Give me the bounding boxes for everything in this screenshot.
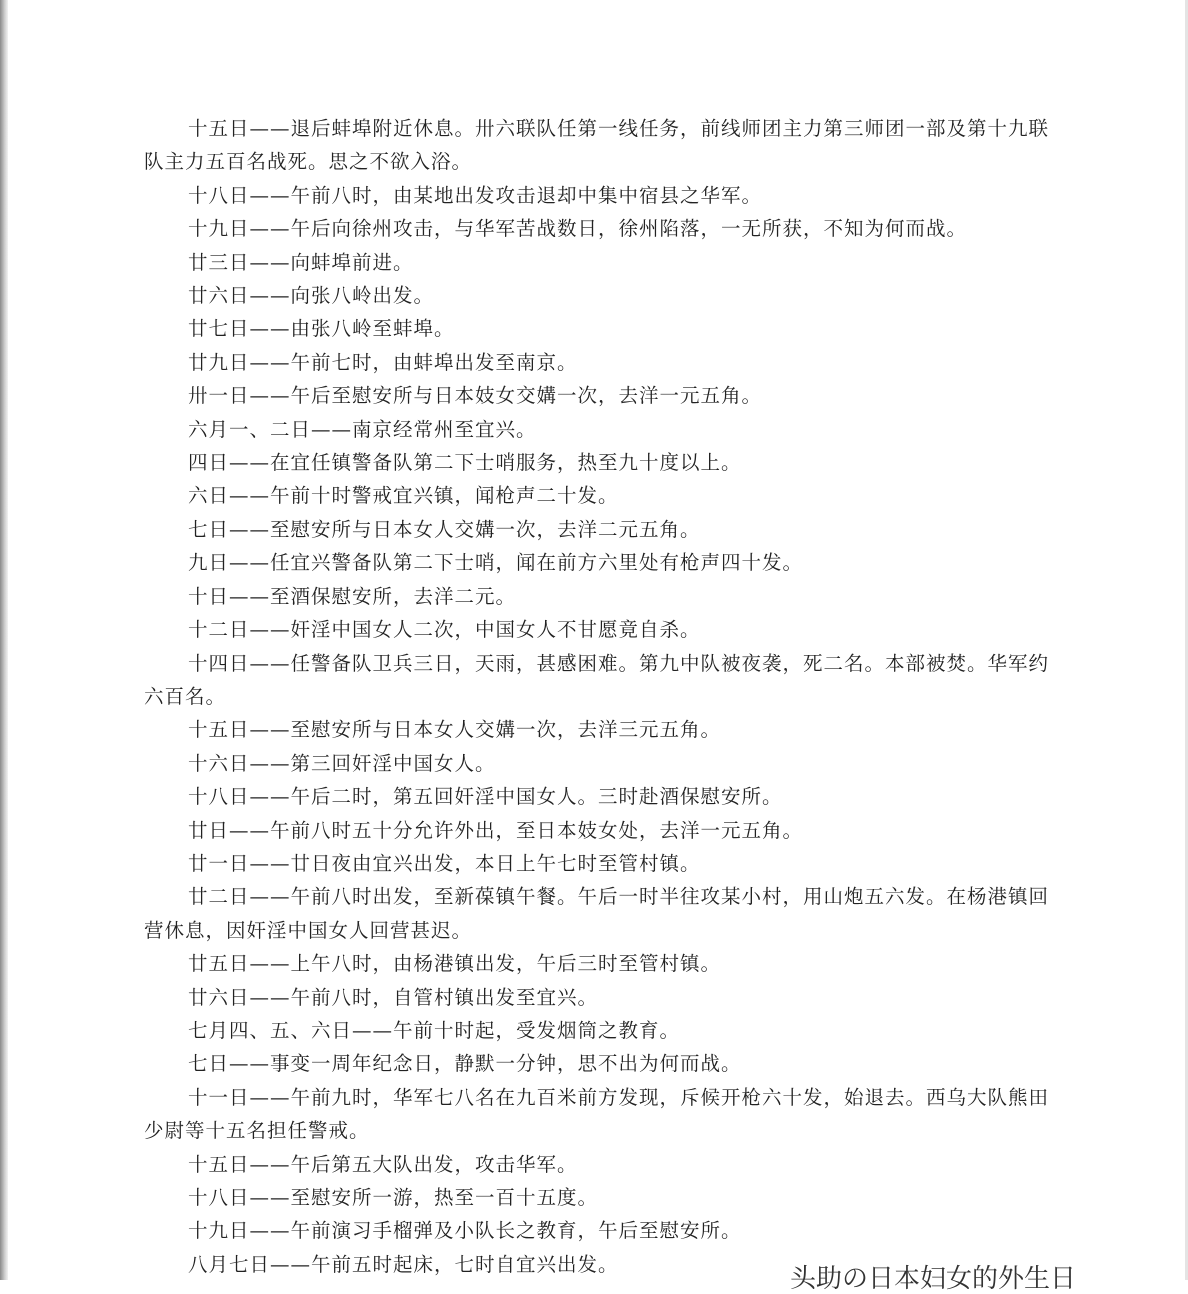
diary-entry: 七日——至慰安所与日本女人交媾一次，去洋二元五角。 [188,517,701,541]
diary-entry: 十日——至酒保慰安所，去洋二元。 [188,584,517,608]
cut-off-caption: 头助の日本妇女的外生日 [790,1264,1077,1294]
diary-entry: 四日——在宜任镇警备队第二下士哨服务，热至九十度以上。 [188,451,742,475]
diary-entry: 十六日——第三回奸淫中国女人。 [188,751,496,775]
diary-entry: 八月七日——午前五时起床，七时自宜兴出发。 [188,1252,619,1276]
diary-entry: 十二日——奸淫中国女人二次，中国女人不甘愿竟自杀。 [188,618,701,642]
diary-entry: 廿三日——向蚌埠前进。 [188,250,414,274]
diary-page [144,112,1064,1281]
diary-entry: 十九日——午后向徐州攻击，与华军苦战数日，徐州陷落，一无所获，不知为何而战。 [188,217,968,241]
diary-entry: 十五日——至慰安所与日本女人交媾一次，去洋三元五角。 [188,718,722,742]
page-edge-shadow [0,0,8,1280]
diary-entry: 十四日——任警备队卫兵三日，天雨，甚感困难。第九中队被夜袭，死二名。本部被焚。华军约六百名。 [144,651,1050,708]
diary-entry: 廿九日——午前七时，由蚌埠出发至南京。 [188,350,578,374]
diary-entry: 廿七日——由张八岭至蚌埠。 [188,317,455,341]
diary-entry: 廿五日——上午八时，由杨港镇出发，午后三时至管村镇。 [188,952,722,976]
diary-entry: 十九日——午前演习手榴弹及小队长之教育，午后至慰安所。 [188,1219,742,1243]
diary-entry: 七月四、五、六日——午前十时起，受发烟筒之教育。 [188,1018,681,1042]
diary-entry: 十八日——午后二时，第五回奸淫中国女人。三时赴酒保慰安所。 [188,785,783,809]
diary-entry: 七日——事变一周年纪念日，静默一分钟，思不出为何而战。 [188,1052,742,1076]
diary-entry: 九日——任宜兴警备队第二下士哨，闻在前方六里处有枪声四十发。 [188,551,804,575]
diary-entry: 六月一、二日——南京经常州至宜兴。 [188,417,537,441]
diary-entry: 十八日——至慰安所一游，热至一百十五度。 [188,1186,599,1209]
diary-entry: 十五日——午后第五大队出发，攻击华军。 [188,1152,578,1176]
diary-entry: 廿六日——午前八时，自管村镇出发至宜兴。 [188,985,599,1009]
diary-entry: 廿日——午前八时五十分允许外出，至日本妓女处，去洋一元五角。 [188,818,804,842]
diary-entry: 廿二日——午前八时出发，至新葆镇午餐。午后一时半往攻某小村，用山炮五六发。在杨港镇回营休息，因奸淫中国女人回营甚迟。 [144,885,1050,942]
diary-entry: 廿一日——廿日夜由宜兴出发，本日上午七时至管村镇。 [188,851,701,875]
diary-entry: 廿六日——向张八岭出发。 [188,284,435,308]
diary-entry: 十八日——午前八时，由某地出发攻击退却中集中宿县之华军。 [188,183,763,207]
diary-entry: 十五日——退后蚌埠附近休息。卅六联队任第一线任务，前线师团主力第三师团一部及第十九联队主力五百名战死。思之不欲入浴。 [144,117,1050,174]
diary-entry: 卅一日——午后至慰安所与日本妓女交媾一次，去洋一元五角。 [188,384,763,408]
diary-entry: 十一日——午前九时，华军七八名在九百米前方发现，斥候开枪六十发，始退去。西乌大队熊田少尉等十五名担任警戒。 [144,1085,1050,1143]
diary-entry: 六日——午前十时警戒宜兴镇，闻枪声二十发。 [188,484,619,508]
